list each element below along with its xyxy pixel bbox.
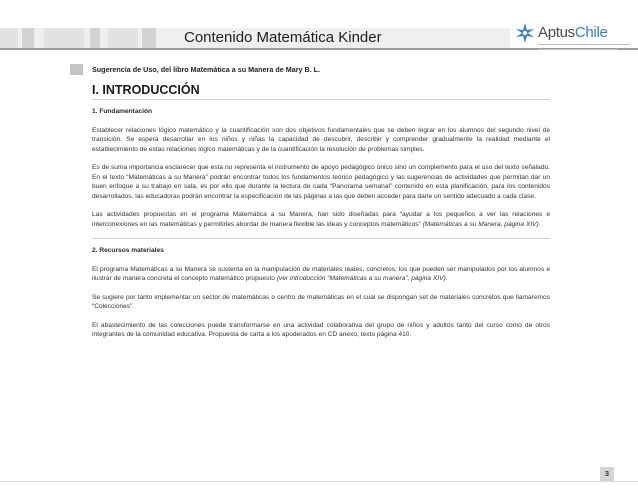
section-rule <box>92 99 550 100</box>
paragraph: Es de suma importancia esclarecer que esta no representa el instrumento de apoyo pedagógico único sino un complemento para el uso del texto señalado. En el texto “Matemáticas a su Manera” podrán encontrar todos los fundamentos teórico pedagógico y las sugerencias de actividades que permitan dar un buen enfoque a su trabajo en sala, es por ello que durante la lectura de cada “Panorama semanal” contenido en esta planificación, para los contenidos desarrollados, las educadoras podrán encontrar la especificación de las páginas a las que deben acceder para darle un sentido adecuado a cada clase. <box>92 164 550 200</box>
logo-tagline-line <box>538 44 630 45</box>
logo-word-chile: Chile <box>574 24 608 41</box>
paragraph: Establecer relaciones lógico matemático y la cuantificación son dos objetivos fundamentales que se deben lograr en los alumnos del segundo nivel de transición. Se espera desarrollar en los niños y niñas la capacidad de descubrir, describir y comprender gradualmente la realidad mediante el establecimiento de estas relaciones lógico matemáticas y de la cuantificación la resolución de problemas simples. <box>92 126 550 153</box>
paragraph: Se sugiere por tanto implementar un sector de matemáticas o centro de matemáticas en el cual se dispongan set de materiales concretos que llamaremos “Colecciones”. <box>92 293 550 310</box>
page-reference: (Matemáticas a su Manera, página XIV). <box>422 220 541 228</box>
paragraph <box>92 265 550 284</box>
section-title: I. INTRODUCCIÓN <box>92 83 200 97</box>
page-reference: (ver introducción “Matemáticas a su manera”, página XIV). <box>276 275 448 282</box>
subsection-title: 2. Recursos materiales <box>92 247 164 254</box>
section-marker <box>70 64 83 75</box>
page-header-title: Contenido Matemática Kinder <box>184 29 382 46</box>
footer-rule <box>0 481 638 482</box>
paragraph: El abastecimiento de las colecciones puede transformarse en una actividad colaborativa del grupo de niños y adultos tanto del curso como de otros integrantes de la comunidad educativa. Propuesta de carta a los apoderados en CD anexo, texto página 410. <box>92 321 550 338</box>
document-subheading: Sugerencia de Uso, del libro Matemática a su Manera de Mary B. L. <box>92 65 321 74</box>
paragraph-text: Las actividades propuestas en el programa Matemática a su Manera, han sido diseñadas para “ayudar a los pequeños a ver las relaciones e interconexiones en las matemáticas y permitirles abordar de manera flexible las ideas y conceptos matemáticos” <box>92 211 550 228</box>
logo-tagline-line <box>538 49 618 50</box>
subsection-title: 1. Fundamentación <box>92 108 153 115</box>
header-decoration <box>108 28 138 48</box>
section-rule <box>92 238 550 239</box>
header-decoration <box>44 28 84 48</box>
document-body <box>92 82 550 349</box>
header-decoration <box>22 28 34 48</box>
paragraph-text: El programa Matemáticas a su Manera se sustenta en la manipulación de materiales reales, concretos, los que pueden ser manipulados por los alumnos e ilustrar de manera concreta el concepto matemático propuesto <box>92 265 550 282</box>
header-decoration <box>0 28 18 48</box>
paragraph <box>92 210 550 229</box>
header-decoration <box>142 28 156 48</box>
header-decoration <box>90 28 100 48</box>
page-number: 3 <box>600 467 614 481</box>
logo-word-aptus: Aptus <box>538 24 575 41</box>
aptus-chile-logo <box>512 22 632 60</box>
logo-wordmark <box>538 24 608 41</box>
star-burst-icon <box>514 22 536 44</box>
